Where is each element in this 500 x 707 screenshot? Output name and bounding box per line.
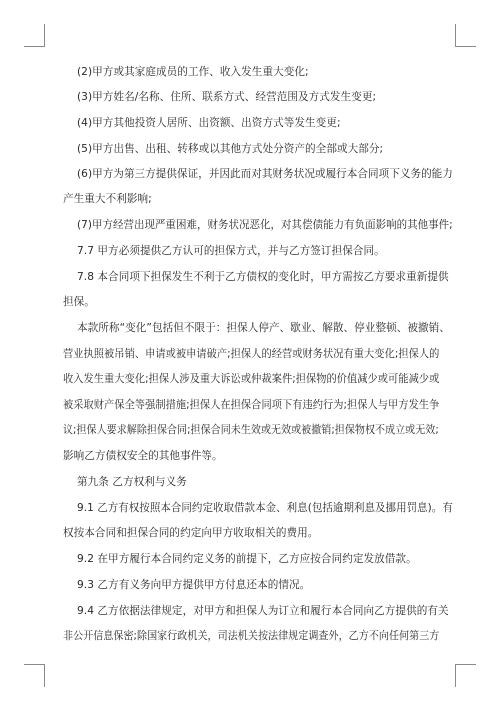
text-line: 9.1 乙方有权按照本合同约定收取借款本金、利息(包括逾期利息及挪用罚息)。有 — [77, 502, 453, 514]
text-line: 9.2 在甲方履行本合同约定义务的前提下，乙方应按合同约定发放借款。 — [77, 553, 417, 565]
crop-mark-top-left-v — [44, 24, 45, 47]
text-line: (5)甲方出售、出租、转移或以其他方式处分资产的全部或大部分; — [77, 143, 384, 155]
text-line: 7.7 甲方必须提供乙方认可的担保方式，并与乙方签订担保合同。 — [77, 245, 385, 257]
crop-mark-bottom-left-v — [44, 664, 45, 687]
text-line: 收入发生重大变化;担保人涉及重大诉讼或仲裁案件;担保物的价值减少或可能减少或 — [63, 373, 440, 385]
text-line: (6)甲方为第三方提供保证，并因此而对其财务状况或履行本合同项下义务的能力 — [77, 168, 453, 180]
crop-mark-bottom-right-h — [455, 664, 476, 665]
crop-mark-top-right-h — [455, 46, 476, 47]
crop-mark-top-left-h — [24, 46, 45, 47]
text-line: 本款所称“变化”包括但不限于：担保人停产、歇业、解散、停业整顿、被撤销、 — [77, 322, 450, 334]
text-line: 9.3 乙方有义务向甲方提供甲方付息还本的情况。 — [77, 579, 311, 591]
crop-mark-bottom-left-h — [24, 664, 45, 665]
text-line: (7)甲方经营出现严重困难，财务状况恶化，对其偿债能力有负面影响的其他事件; — [77, 219, 453, 231]
crop-mark-top-right-v — [455, 24, 456, 47]
crop-mark-bottom-right-v — [455, 664, 456, 687]
text-line: 影响乙方债权安全的其他事件等。 — [63, 450, 223, 462]
text-line: 被采取财产保全等强制措施;担保人在担保合同项下有违约行为;担保人与甲方发生争 — [63, 399, 440, 411]
text-line: (3)甲方姓名/名称、住所、联系方式、经营范围及方式发生变更; — [77, 91, 377, 103]
text-line: 营业执照被吊销、申请或被申请破产;担保人的经营或财务状况有重大变化;担保人的 — [63, 348, 440, 360]
text-line: 非公开信息保密;除国家行政机关，司法机关按法律规定调查外，乙方不向任何第三方 — [63, 630, 440, 642]
text-line: 权按本合同和担保合同的约定向甲方收取相关的费用。 — [63, 527, 319, 539]
section-heading: 第九条 乙方权利与义务 — [77, 476, 187, 488]
text-line: 7.8 本合同项下担保发生不利于乙方债权的变化时，甲方需按乙方要求重新提供 — [77, 271, 449, 283]
text-line: 9.4 乙方依据法律规定，对甲方和担保人为订立和履行本合同向乙方提供的有关 — [77, 605, 449, 617]
text-line: (2)甲方或其家庭成员的工作、收入发生重大变化; — [77, 66, 309, 78]
text-line: 担保。 — [63, 296, 95, 308]
text-line: (4)甲方其他投资人居所、出资额、出资方式等发生变更; — [77, 117, 341, 129]
text-line: 产生重大不利影响; — [63, 193, 152, 205]
text-line: 议;担保人要求解除担保合同;担保合同未生效或无效或被撤销;担保物权不成立或无效; — [63, 424, 439, 436]
